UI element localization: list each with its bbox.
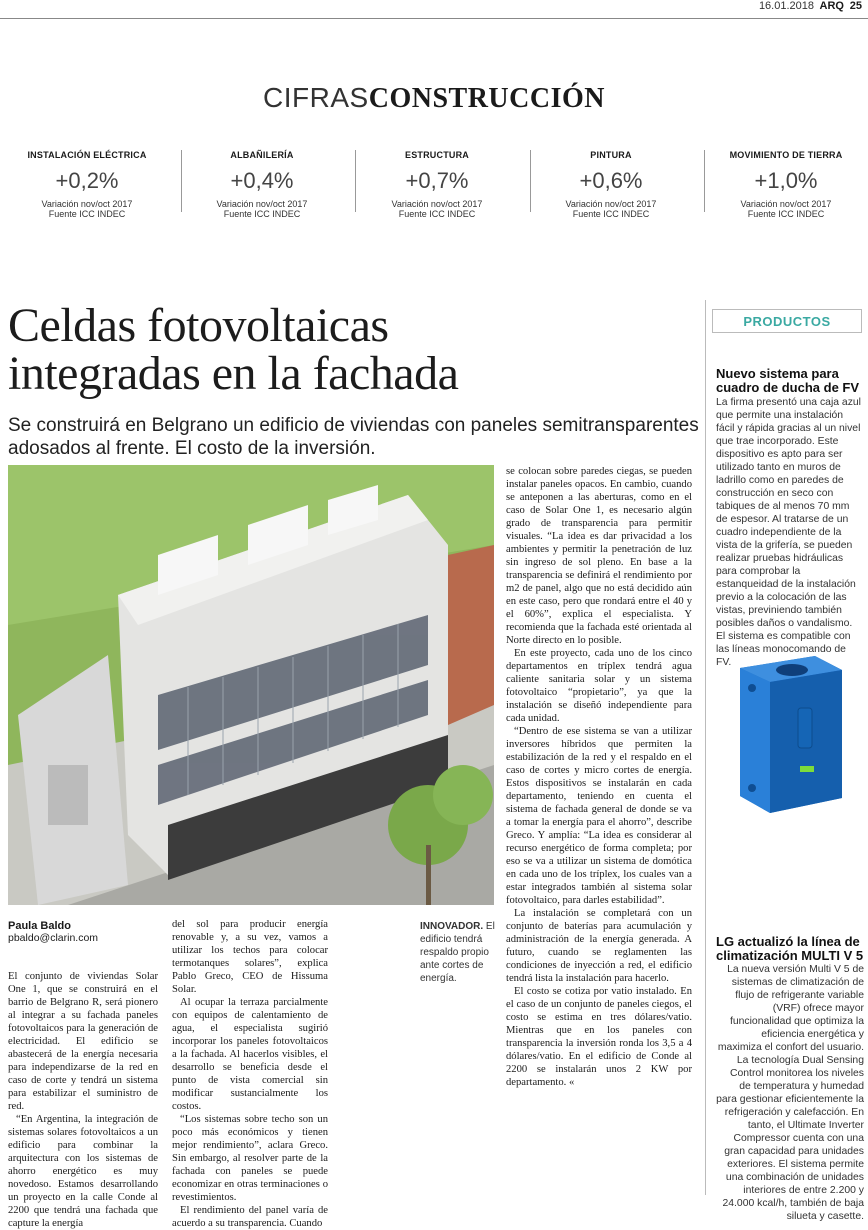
- stat-category: INSTALACIÓN ELÉCTRICA: [27, 150, 147, 160]
- stat-divider: [355, 150, 356, 212]
- product-2-body: La nueva versión Multi V 5 de sistemas de climatización de flujo de refrigerante variable (VRF) ofrece mayor funcionalidad que optimiza la eficiencia energética y maximiza el confort del usuario. La tecnología Dual Sensing Control monitorea los niveles de temperatura y humedad para gestionar eficientemente la refrigeración y calefacción. En tanto, el Ultimate Inverter Compressor cuenta con una gran capacidad para unidades exteriores. El sistema permite una combinación de unidades interiores de entre 2.200 y 24.000 kcal/h, también de baja silueta y casette.: [716, 964, 864, 1222]
- article-column-3: [506, 465, 692, 1089]
- header-rule: [0, 18, 868, 19]
- product-2-title: [716, 935, 864, 963]
- stat-source: Fuente ICC INDEC: [223, 209, 301, 219]
- stat-value: +0,4%: [230, 168, 294, 193]
- product-2-title-line1: LG actualizó la línea de: [716, 934, 860, 949]
- product-1-title-line2: cuadro de ducha de FV: [716, 380, 860, 395]
- stat-category: ALBAÑILERÍA: [230, 150, 294, 160]
- photo-caption: [420, 920, 498, 985]
- stat-value: +1,0%: [754, 168, 818, 193]
- stat-block: [12, 150, 162, 219]
- paragraph: “Dentro de ese sistema se van a utilizar inversores híbridos que permiten la estabilización de la red y el respaldo en el caso de cortes y micro cortes de energía. Estos dispositivos se instalarán en cada departamento, teniendo en cuenta el sistema de fachada general de donde se va a tomar la energía para el ahorro”, describe Greco. Y amplía: “La idea es considerar al recurso energético de forma completa; por eso se va a utilizar un sistema de domótica en cada uno de los tríplex, los cuales van a estar integrados también al sistema solar fotovoltaico, para darles estabilidad”.: [506, 726, 692, 906]
- paragraph: Al ocupar la terraza parcialmente con equipos de calentamiento de agua, el especialista sugirió incorporar los paneles fotovoltaicos a la fachada. Al hacerlos visibles, el desarrollo se beneficia desde el punto de vista comercial sin modificar sustancialmente los costos.: [172, 997, 328, 1112]
- issue-date: 16.01.2018: [758, 0, 814, 12]
- article-subtitle: Se construirá en Belgrano un edificio de viviendas con paneles semitransparentes adosados al frente. El costo de la inversión.: [8, 415, 699, 459]
- building-rendering: [8, 465, 494, 905]
- product-1-title-line1: Nuevo sistema para: [716, 366, 839, 381]
- paragraph: del sol para producir energía renovable y, a su vez, vamos a utilizar los techos para colocar termotanques solares”, explica Pablo Greco, CEO de Hissuma Solar.: [172, 919, 328, 995]
- article-title-line2: integradas en la fachada: [8, 347, 459, 400]
- stat-divider: [181, 150, 182, 212]
- product-2-title-line2: climatización MULTI V 5: [716, 948, 864, 963]
- paragraph: “Los sistemas sobre techo son un poco más económicos y tienen mejor rendimiento”, aclara Greco. Sin embargo, al resolver parte de la fachada con paneles se puede economizar en otras terminaciones o revestimientos.: [172, 1114, 328, 1203]
- paragraph: El costo se cotiza por vatio instalado. En el caso de un conjunto de paneles ciegos, el costo se estima en tres dólares/vatio. Mientras que en los paneles con transparencia la inversión ronda los 3,5 a 4 dólares/vatio. En el edificio de Conde al 2200 se instalarán unos 2 KW por departamento. «: [506, 986, 692, 1088]
- product-1-title: [716, 367, 864, 395]
- stat-note: Variación nov/oct 2017: [216, 199, 308, 209]
- caption-label: INNOVADOR.: [420, 921, 484, 932]
- productos-label: PRODUCTOS: [743, 314, 831, 329]
- productos-label-box: [712, 309, 862, 333]
- article-title: [8, 299, 698, 400]
- stat-divider: [704, 150, 705, 212]
- paragraph: El rendimiento del panel varía de acuerdo a su transparencia. Cuando: [172, 1205, 328, 1229]
- page-number: 25: [849, 0, 862, 12]
- section-name: ARQ: [819, 0, 844, 12]
- stat-block: [362, 150, 512, 219]
- paragraph: se colocan sobre paredes ciegas, se pueden instalar paneles opacos. En cambio, cuando se anteponen a las aberturas, como en el caso de Solar One 1, es necesario algún grado de transparencia para permitir visuales. “La idea es dar privacidad a los ambientes y permitir la penetración de luz sin ingreso de sol pleno. En base a la transparencia se definirá el rendimiento por m2 de panel, algo que no está decidido aún en este caso, pero que rondará entre el 40 y el 60%”, explica el especialista. Y recomienda que la fachada esté orientada al Norte directo en lo posible.: [506, 466, 692, 646]
- stat-category: MOVIMIENTO DE TIERRA: [729, 150, 843, 160]
- product-1-body: La firma presentó una caja azul que permite una instalación fácil y rápida gracias al un nivel que trae incorporado. Este dispositivo es apto para ser utilizado tanto en muros de ladrillo como en paredes de construcción en seco con tabiques de al menos 70 mm de espesor. Al tratarse de un cuadro independiente de la vista de la grifería, se pueden realizar pruebas hidráulicas para comprobar la estanqueidad de la instalación previo a la colocación de las vistas, previniendo también posibles daños o vandalismo. El sistema es compatible con las líneas monocomando de FV.: [716, 397, 861, 668]
- sidebar-divider: [705, 300, 706, 1195]
- stat-note: Variación nov/oct 2017: [565, 199, 657, 209]
- paragraph: El conjunto de viviendas Solar One 1, que se construirá en el barrio de Belgrano R, será pionero al integrar a su fachada paneles fotovoltaicos para la generación de electricidad. El edificio se abastecerá de la energía necesaria para independizarse de la red en caso de corte y tendrá un sistema para estabilizar el suministro de red.: [8, 971, 158, 1112]
- cifras-heading: [0, 82, 868, 115]
- stat-source: Fuente ICC INDEC: [398, 209, 476, 219]
- stat-source: Fuente ICC INDEC: [572, 209, 650, 219]
- stat-note: Variación nov/oct 2017: [41, 199, 133, 209]
- stat-note: Variación nov/oct 2017: [740, 199, 832, 209]
- stat-block: [711, 150, 861, 219]
- stat-source: Fuente ICC INDEC: [48, 209, 126, 219]
- stat-block: [187, 150, 337, 219]
- stat-note: Variación nov/oct 2017: [391, 199, 483, 209]
- stat-category: PINTURA: [590, 150, 632, 160]
- author-email[interactable]: pbaldo@clarin.com: [8, 932, 99, 944]
- stat-divider: [530, 150, 531, 212]
- article-column-2: [172, 918, 328, 1230]
- blue-box-product-image: [730, 648, 848, 818]
- page-header: [0, 0, 868, 16]
- cifras-label-bold: CONSTRUCCIÓN: [368, 83, 605, 114]
- stat-value: +0,7%: [405, 168, 469, 193]
- stat-source: Fuente ICC INDEC: [747, 209, 825, 219]
- caption-text: El edificio tendrá respaldo propio ante cortes de energía.: [420, 921, 495, 984]
- stat-value: +0,6%: [579, 168, 643, 193]
- stat-block: [536, 150, 686, 219]
- paragraph: “En Argentina, la integración de sistemas solares fotovoltaicos a un edificio para combinar la arquitectura con los sistemas de ahorro energético es muy novedoso. Estamos desarrollando un proyecto en la calle Conde al 2200 que tendrá una fachada que capture la energía: [8, 1114, 158, 1229]
- article-title-line1: Celdas fotovoltaicas: [8, 299, 389, 352]
- byline: [8, 920, 98, 944]
- paragraph: La instalación se completará con un conjunto de baterías para acumulación y administración de la energía generada. A futuro, cuando se reglamenten las condiciones de inyección a red, el edificio tendrá lista la instalación para hacerlo.: [506, 908, 692, 984]
- cifras-label-light: CIFRAS: [263, 82, 369, 113]
- stat-value: +0,2%: [55, 168, 119, 193]
- author-name: Paula Baldo: [8, 920, 71, 932]
- paragraph: En este proyecto, cada uno de los cinco departamentos en tríplex tendrá agua caliente sanitaria solar y un sistema fotovoltaico “propietario”, ya que la instalación se diseñó independiente para cada unidad.: [506, 648, 692, 724]
- article-column-1: [8, 970, 158, 1230]
- stat-category: ESTRUCTURA: [405, 150, 469, 160]
